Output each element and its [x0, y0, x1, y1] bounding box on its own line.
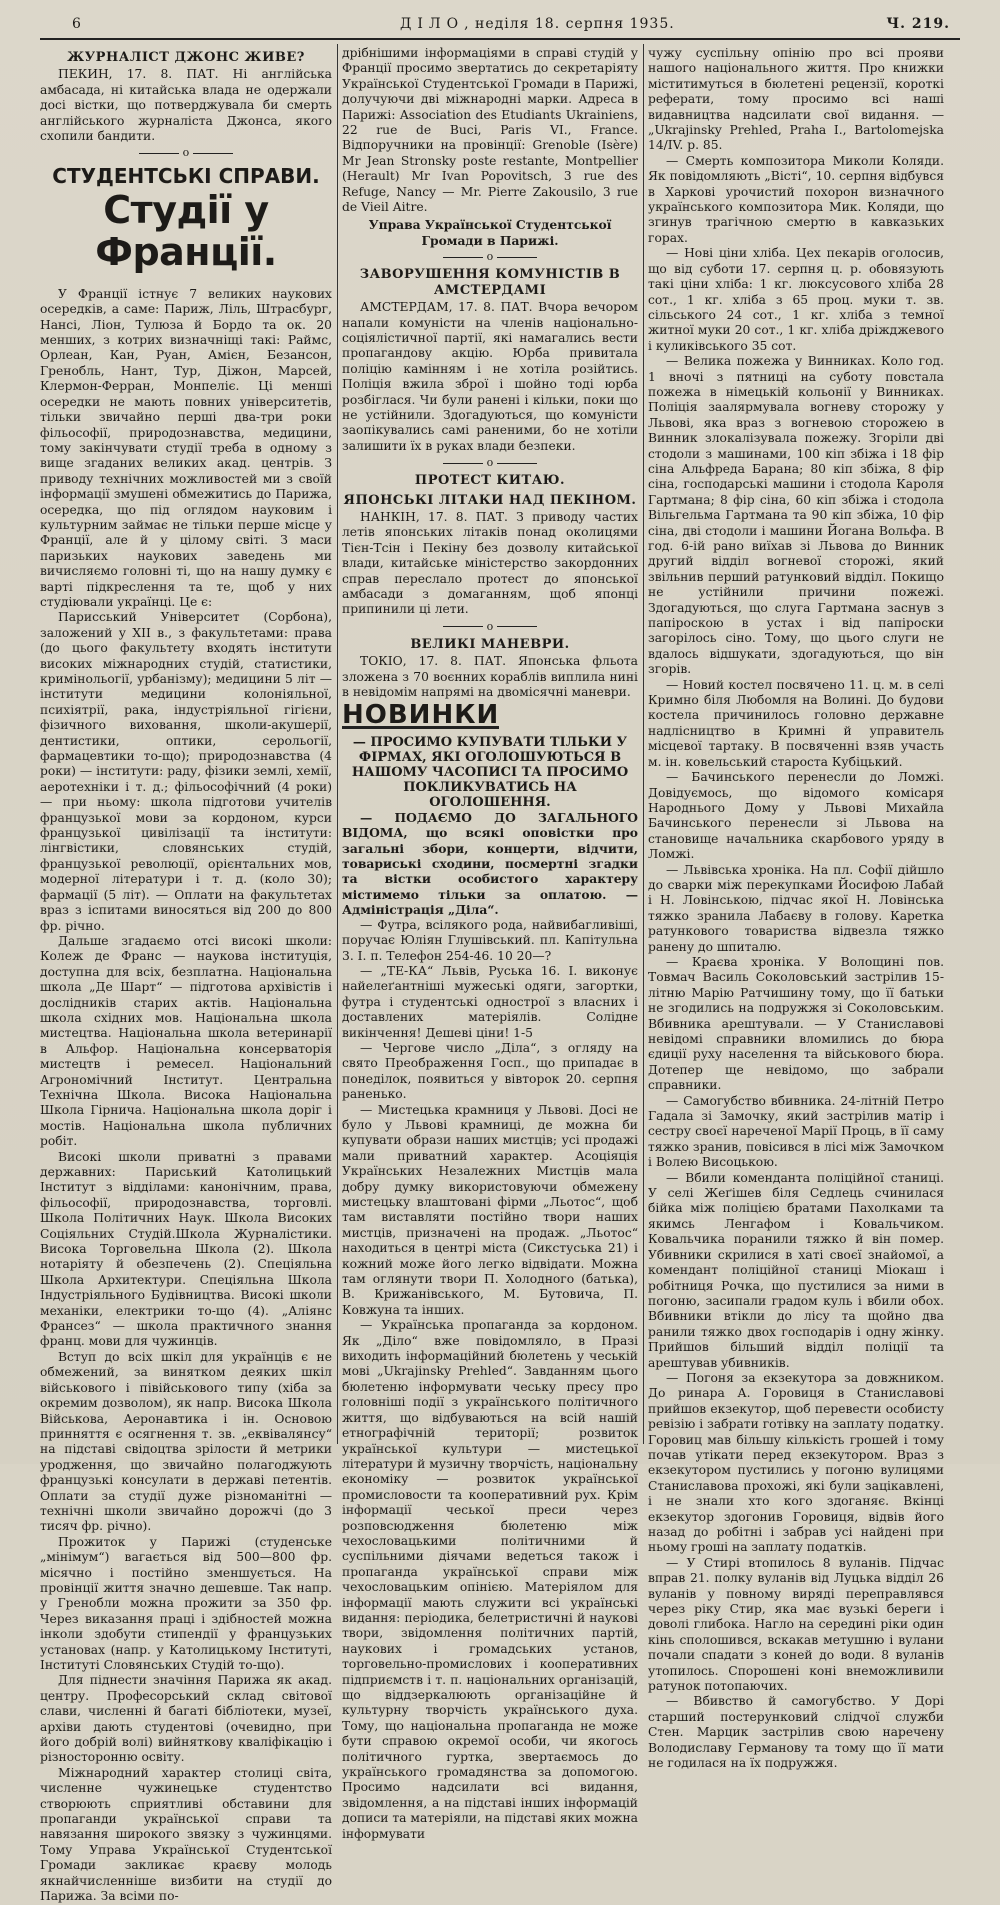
article-subheading: ЯПОНСЬКІ ЛІТАКИ НАД ПЕКІНОМ. — [343, 492, 637, 508]
article-text: Вступ до всіх шкіл для українців є не обмежений, за винятком деяких шкіл військового і півійськового типу (хіба за окремим дозволом), як напр. Висока Школа Військова, Аеронавтика і ін. Основою принняття є осягнення т. зв. „еквівалянсу“ на підставі свідоцтва зрілости й метрики уродження, що звичайно полагоджують французькі консулати в державі петентів. Оплати за студії дуже різноманітні — технічні школи звичайно дорожчі (до 3 тисяч фр. річно). — [40, 1349, 332, 1534]
article-signature: Управа Української Студентської Громади в Парижі. — [368, 217, 612, 248]
news-item: чужу суспільну опінію про всі прояви нашого національного життя. Про книжки міститимуться в бюлетені рецензії, короткі реферати, тому просимо всі наші видавництва надсилати свої видання. — „Ukrajinsky Prehled, Praha I., Bartolomejska 14/IV. p. 85. — [648, 46, 944, 153]
masthead: ДІЛО — [400, 16, 465, 32]
news-item: — Краєва хроніка. У Волощині пов. Товмач Василь Соколовський застрілив 15-літню Марію Ратчишину тому, що її батьки не згодились на подружжя зі Соколовським. Вбивника арештували. — У Станиславові невідомі справники вломились до бюра єдиції руху населення та військового бюра. Дотепер ще невідомо, що забрали справники. — [648, 954, 944, 1093]
article-text: Парисський Університет (Сорбона), заложений у XII в., з факультетами: права (до цього факультету входять інститути високих міжнародних студій, статистики, кримінольогії, урбанізму); медицини 5 літ — інститути медицини колоніяльної, психіятрії, рака, індустріяльної гігієни, фізичного виховання, школи-акушерії, дентистики, оптики, серольогії, фармацевтики то-що); природознавства (4 роки) — інститути: раду, фізики землі, хемії, аеротехніки і т. д.; фільософічний (4 роки) — при ньому: школа підготови учителів французької мови за кордоном, курси французької цивілізації та інститути: лінгвістики, словянських студій, французької революції, орієнтальних мов, модерної літератури і т. д. (коло 30); фармації (5 літ). — Оплати на факультетах враз з іспитами виносяться від 200 до 800 фр. річно. — [40, 610, 332, 933]
article-text: АМСТЕРДАМ, 17. 8. ПАТ. Вчора вечором напали комуністи на членів національно-соціялістичної партії, які намагались вести пропагандову акцію. Юрба привитала поліцію камінням і не хотіла розійтись. Поліція вжила зброї і шойно тоді юрба розбіглася. Чи були ранені і кільки, поки що не устійнили. Здогадуються, що комуністи заопікувались самі раненими, бо не хотіли залишити їх в руках влади безпеки. — [342, 300, 638, 453]
article-heading: ЗАВОРУШЕННЯ КОМУНІСТІВ В АМСТЕРДАМІ — [359, 267, 621, 298]
news-item: — Мистецька крамниця у Львові. Досі не було у Львові крамниці, де можна би купувати образи наших мистців; усі продажі мали приватний характер. Асоціяція Українських Незалежних Мистців мала добру думку використовуючи обмежену мистецьку влаштовані фірми „Льотос“, щоб там виставляти постійно твори наших мистців, призначені на продаж. „Льотос“ находиться в центрі міста (Сикстуська 21) і кожний може його легко відвідати. Можна там оглянути твори П. Холодного (батька), В. Крижанівського, М. Бутовича, П. Ковжуна та інших. — [342, 1102, 638, 1317]
news-item: — Велика пожежа у Винниках. Коло год. 1 вночі з пятниці на суботу повстала пожежа в німецькій кольонії у Винниках. Поліція заалярмувала вогневу сторожу у Львові, яка враз з вогневою сторожею в Винник злокалізувала пожежу. Згоріли дві стодоли з машинами, 100 кіп збіжа і 18 фір сіна Альфреда Барана; 80 кіп збіжа, 8 фір сіна, господарські машини і стодола Кароля Гартмана; 8 фір сіна, 60 кіп збіжа і стодола Вільгельма Гартмана та 90 кіп збіжа, 10 фір сіна, дві стодоли і машини Йогана Вольфа. В год. 6-ій рано виїхав зі Львова до Винник другий відділ вогневої сторожі, який звільнив перший ратунковий відділ. Покищо не устійнили причини пожежі. Здогадуються, що слуга Гартмана заснув з папіроскою в устах і від папіроски загорілось сіно. Тому, що цього слуги не вдалось відшукати, здогадуються, що він згорів. — [648, 354, 944, 677]
header-rule — [40, 38, 960, 40]
article-heading: ПРОТЕСТ КИТАЮ. — [414, 473, 566, 489]
issue-number: Ч. 219. — [886, 16, 950, 32]
page-header — [40, 16, 960, 38]
column-1 — [40, 46, 332, 1904]
article-text: Міжнародний характер столиці світа, численне чужинецьке студентство створюють сприятливі обставини для пропаганди української справи та навязання широкого звязку з чужинцями. Тому Управа Української Студентської Громади закликає краєву молодь якнайчисленніше визбити на студії до Парижа. За всіми по- — [40, 1765, 332, 1904]
news-item: — Смерть композитора Миколи Коляди. Як повідомляють „Вісті“, 10. серпня відбувся в Харкові урочистий похорон визначного українського композитора Мик. Коляди, що згинув трагічною смертю в кавказьких горах. — [648, 153, 944, 245]
article-text: Для піднести значіння Парижа як акад. центру. Професорський склад світової слави, численні й багаті бібліотеки, музеї, архіви дають студентові (очевидно, при його добрій волі) вийняткову кваліфікацію і різносторонню освіту. — [40, 1673, 332, 1765]
separator: o — [342, 251, 638, 263]
page-number: 6 — [72, 16, 82, 32]
issue-date: неділя 18. серпня 1935. — [474, 16, 675, 32]
article-text: У Франції істнує 7 великих наукових осередків, а саме: Париж, Ліль, Штрасбург, Нансі, Ліон, Тулюза й Бордо та ок. 20 менших, з котрих визначніщі такі: Раймс, Орлеан, Кан, Руан, Амієн, Безансон, Гренобль, Нант, Тур, Діжон, Марсей, Клермон-Ферран, Монпеліє. Ці менші осередки не мають повних університетів, тільки звичайно перші два-три роки фільософії, природознавства, медицини, тому закінчувати студії треба в одному з вище згаданих великих акад. центрів. З приводу технічних можливостей ми з своїй інформації змушені обмежитись до Парижа, осередка, що під оглядом науковим і культурним займає не тільки перше місце у Франції, але й у цілому світі. З маси паризьких наукових заведень ми вичисляємо головні ті, що на нашу думку є варті підкреслення та те, щоб у них студіювали українці. Це є: — [40, 286, 332, 609]
article-text: ПЕКИН, 17. 8. ПАТ. Ні англійська амбасада, ні китайська влада не одержали досі вістки, що потверджувала би смерть англійського журналіста Джонса, якого схопили бандити. — [40, 67, 332, 144]
article-text: Високі школи приватні з правами державних: Париський Католицький Інститут з відділами: канонічним, права, фільософії, природознавства, торговлі. Школа Політичних Наук. Школа Високих Соціяльних Студій.Школа Журналістики. Висока Торговельна Школа (2). Школа нотаріяту й обезпечень (2). Спеціяльна Школа Архитектури. Спеціяльна Школа Індустріяльного Будівництва. Високі школи механіки, електрики то-що (4). „Аліянс Франсез“ — школа практичного знання франц. мови для чужинців. — [40, 1149, 332, 1349]
separator: o — [40, 147, 332, 159]
column-rule — [337, 44, 338, 1444]
news-item: — Вбили коменданта поліційної станиці. У селі Жеґішев біля Седлець счинилася бійка між поліцією братами Пахолками та якимсь Ленгафом і Ковальчиком. Ковальчика поранили тяжко й він помер. Убивники скрилися в хаті своєї знайомої, а комендант поліційної станиці Міокаш і робітниця Рочка, що пустилися за ними в погоню, засипали градом куль і вбили обох. Вбивники втікли до лісу та щойно два ранили тяжко двох господарів і одну жінку. Прийшов більший відділ поліції та арештував убивників. — [648, 1170, 944, 1370]
notice: — ПРОСИМО КУПУВАТИ ТІЛЬКИ У ФІРМАХ, ЯКІ ОГОЛОШУЮТЬСЯ В НАШОМУ ЧАСОПИСІ ТА ПРОСИМО ПОКЛИКУВАТИСЬ НА ОГОЛОШЕННЯ. — [351, 734, 629, 810]
news-item: — Самогубство вбивника. 24-літній Петро Гадала зі Замочку, який застрілив матір і сестру своєї нареченої Марії Проць, в її саму тяжко зранив, повісився в лісі між Замочком і Волею Висоцькою. — [648, 1093, 944, 1170]
news-item: — Нові ціни хліба. Цех пекарів оголосив, що від суботи 17. серпня ц. р. обовязують такі ціни хліба: 1 кг. люксусового хліба 28 сот., 1 кг. хліба з 65 проц. муки т. зв. сільського 24 сот., 1 кг. хліба з темної житної муки 20 сот., 1 кг. хліба дріжджевого і куликівського 35 сот. — [648, 246, 944, 353]
news-item: — Вбивство й самогубство. У Дорі старший постерунковий слідчої служби Стен. Марцик застрілив свою наречену Володиславу Германову та тому що її мати не годилася на їх подружжя. — [648, 1694, 944, 1771]
news-section-title: НОВИНКИ — [342, 700, 500, 731]
column-2 — [342, 46, 638, 1841]
news-item: — Бачинського перенесли до Ломжі. Довідуємось, що відомого комісаря Народнього Дому у Львові Михайла Бачинського перенесли зі Львова на становище начальника скарбового уряду в Ломжі. — [648, 770, 944, 862]
notice: — ПОДАЄМО ДО ЗАГАЛЬНОГО ВІДОМА, що всякі оповістки про загальні збори, концерти, відчити, товариські сходини, посмертні згадки та вістки особистого характеру містимемо тільки за оплатою. — Адміністрація „Діла“. — [342, 809, 638, 918]
separator: o — [342, 621, 638, 633]
separator: o — [342, 457, 638, 469]
news-item: — Чергове число „Діла“, з огляду на свято Преображення Госп., що припадає в понеділок, появиться у вівторок 20. серпня раненько. — [342, 1040, 638, 1102]
article-heading: ЖУРНАЛІСТ ДЖОНС ЖИВЕ? — [67, 50, 305, 65]
article-heading: ВЕЛИКІ МАНЕВРИ. — [410, 636, 570, 652]
article-text: дрібнішими інформаціями в справі студій у Франції просимо звертатись до секретаріяту Української Студентської Громади в Парижі, долучуючи дві міжнародні марки. Адреса в Парижі: Association des Etudiants Ukrainiens, 22 rue de Buci, Paris VI., France. Відпоручники на провінції: Grenoble (Isère) Mr Jean Stronsky poste restante, Montpellier (Herault) Mr Ivan Popovitsch, 3 rue des Refuge, Nancy — Mr. Pierre Zakousilo, 3 rue de Vieil Aitre. — [342, 46, 638, 215]
article-text: Прожиток у Парижі (студенське „мінімум“) вагається від 500—800 фр. місячно і постійно зменшується. На провінції життя значно дешевше. Так напр. у Гренобли можна прожити за 350 фр. Через виказання праці і здібностей можна інколи здобути стипендії у французьких установах (напр. у Католицькому Інституті, Інституті Словянських Студій то-що). — [40, 1534, 332, 1672]
article-title: Студії у Франції. — [95, 187, 277, 274]
news-item: — Львівська хроніка. На пл. Софії дійшло до сварки між перекупками Йосифою Лабай і Н. Ловінською, підчас якої Н. Ловінська тяжко зранила Лабаєву в голову. Каретка ратункового товариства відвезла тяжко ранену до шпиталю. — [648, 862, 944, 954]
news-item: — Українська пропаганда за кордоном. Як „Діло“ вже повідомляло, в Празі виходить інформаційний бюлетень у чеській мові „Ukrajinsky Prehled“. Завданням цього бюлетеню інформувати чеську пресу про головніші події з українського політичного життя, що відбуваються на всій нашій етнографічній території; розвиток української культури — мистецької літератури й музичну творчість, національну економіку — розвиток української промисловости та кооперативний рух. Крім інформації чеської преси через розповсюдження бюлетеню між чехословацькими політичними й суспільними діячами ведеться також і пропаганда української справи між чехословацьким опінією. Матеріялом для інформації мають служити всі українські видання: періодика, белетристичні й наукові твори, звідомлення політичних партій, наукових і громадських установ, торговельно-промислових і кооперативних підприємств і т. п. національних організацій, що віддзеркалюють організаційне й культурну творчість українського духа. Тому, що національна пропаганда не може бути справою окремої особи, чи якогось політичного гуртка, звертаємось до українського громадянства за допомогою. Просимо надсилати всі видання, звідомлення, а на підставі інших інформацій дописи та матеріяли, на підставі яких можна інформувати — [342, 1318, 638, 1841]
news-item: — Погоня за екзекутора за довжником. До ринара А. Горовиця в Станиславові прийшов екзекутор, щоб перевести особисту ревізію і забрати готівку на заплату податку. Горовиц мав більшу кількість грошей і тому почав утікати перед екзекутором. Враз з екзекутором пустились у погоню вулицями Станиславова прохожі, які були зацікавлені, і не знали хто кого здоганяє. Вкінці екзекутор здогонив Горовиця, відвів його назад до робітні і забрав усі найдені при ньому гроші на заплату податків. — [648, 1370, 944, 1555]
article-text: ТОКІО, 17. 8. ПАТ. Японська фльота зложена з 70 воєнних кораблів виплила нині в невідомім напрямі на двомісячні маневри. — [342, 654, 638, 700]
advertisement: — „ТЕ-КА“ Львів, Руська 16. І. виконує найелеґантніші мужеські одяги, загортки, футра і студентські однострої з власних і доставлених матеріялів. Солідне викінчення! Дешеві ціни! 1-5 — [342, 963, 638, 1040]
column-rule — [643, 44, 644, 1444]
news-item: — У Стирі втопилось 8 вуланів. Підчас вправ 21. полку вуланів від Луцька відділ 26 вуланів у повному виряді переправлявся через ріку Стир, яка має вузькі береги і доволі глибока. Нагло на середині ріки один кінь сполошився, вскакав метушню і вулани почали спадати з коней до води. 8 вуланів утопилось. Спорошені коні внеможливили ратунок потопаючих. — [648, 1555, 944, 1694]
article-text: НАНКІН, 17. 8. ПАТ. З приводу частих летів японських літаків понад околицями Тієн-Тсін і Пекіну без дозволу китайської влади, китайське міністерство закордонних справ переслало протест до японської амбасади з домаганням, щоб японці припинили ці лети. — [342, 509, 638, 617]
column-3 — [648, 46, 944, 1771]
news-item: — Новий костел посвячено 11. ц. м. в селі Кримно біля Любомля на Волині. До будови костела причинилось головно державне надлісництво в Кримні й управитель місцевої тартаку. В посвяченні взяв участь м. ін. ковельський староста Кубіцький. — [648, 677, 944, 769]
masthead-line: ДІЛО, неділя 18. серпня 1935. — [400, 16, 675, 32]
article-text: Дальше згадаємо отсі високі школи: Колеж де Франс — наукова інституція, доступна для всіх, безплатна. Національна школа „Де Шарт“ — підготова архівістів і дослідників старих актів. Національна школа східних мов. Національна школа мистецтва. Національна школа ветеринарії в Альфор. Національна консерваторія мистецтв і ремесел. Національний Агрономічний Інститут. Центральна Технічна Школа. Висока Національна Школа Гірнича. Національна школа доріг і мостів. Національна школа публичних робіт. — [40, 933, 332, 1149]
advertisement: — Футра, всілякого рода, найвибагливіші, поручає Юліян Глушівський. пл. Капітульна 3. І. п. Телефон 254-46. 10 20—? — [342, 917, 638, 963]
section-heading: СТУДЕНТСЬКІ СПРАВИ. — [52, 164, 320, 189]
